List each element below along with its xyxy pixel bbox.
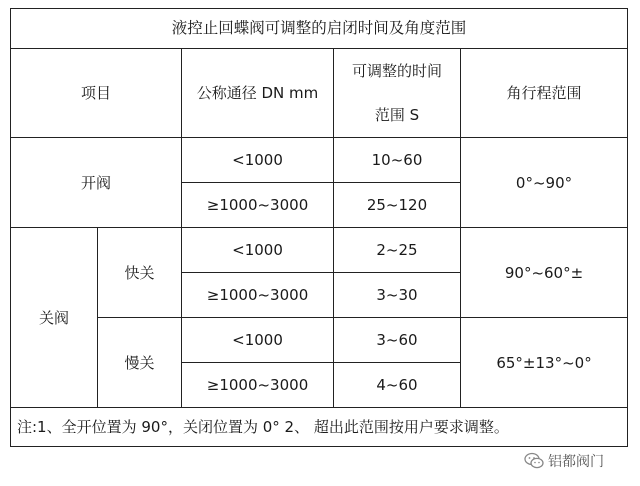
wechat-icon xyxy=(524,452,544,470)
table-row xyxy=(11,228,628,273)
slow-time-1: 3~60 xyxy=(334,318,461,363)
open-angle: 0°~90° xyxy=(461,138,628,228)
header-time-line1: 可调整的时间 xyxy=(351,62,442,80)
table-note: 注:1、全开位置为 90°，关闭位置为 0° 2、 超出此范围按用户要求调整。 xyxy=(11,408,628,447)
fast-dn-1: <1000 xyxy=(182,228,334,273)
fast-dn-2: ≥1000~3000 xyxy=(182,273,334,318)
slow-close-label: 慢关 xyxy=(98,318,182,408)
fast-angle: 90°~60°± xyxy=(461,228,628,318)
watermark xyxy=(524,449,604,473)
open-label: 开阀 xyxy=(11,138,182,228)
fast-time-1: 2~25 xyxy=(334,228,461,273)
open-dn-2: ≥1000~3000 xyxy=(182,183,334,228)
watermark-text: 铝都阀门 xyxy=(548,454,604,470)
header-angle: 角行程范围 xyxy=(461,49,628,138)
slow-dn-1: <1000 xyxy=(182,318,334,363)
open-dn-1: <1000 xyxy=(182,138,334,183)
table-title: 液控止回蝶阀可调整的启闭时间及角度范围 xyxy=(11,9,628,49)
slow-dn-2: ≥1000~3000 xyxy=(182,363,334,408)
header-time xyxy=(334,49,461,138)
slow-time-2: 4~60 xyxy=(334,363,461,408)
table-row xyxy=(11,318,628,363)
header-time-line2: 范围 S xyxy=(374,106,420,124)
fast-time-2: 3~30 xyxy=(334,273,461,318)
valve-spec-table xyxy=(10,8,628,447)
open-time-2: 25~120 xyxy=(334,183,461,228)
close-label: 关阀 xyxy=(11,228,98,408)
header-dn: 公称通径 DN mm xyxy=(182,49,334,138)
slow-angle: 65°±13°~0° xyxy=(461,318,628,408)
fast-close-label: 快关 xyxy=(98,228,182,318)
header-item: 项目 xyxy=(11,49,182,138)
valve-spec-table-container xyxy=(10,8,628,447)
open-time-1: 10~60 xyxy=(334,138,461,183)
table-row xyxy=(11,138,628,183)
